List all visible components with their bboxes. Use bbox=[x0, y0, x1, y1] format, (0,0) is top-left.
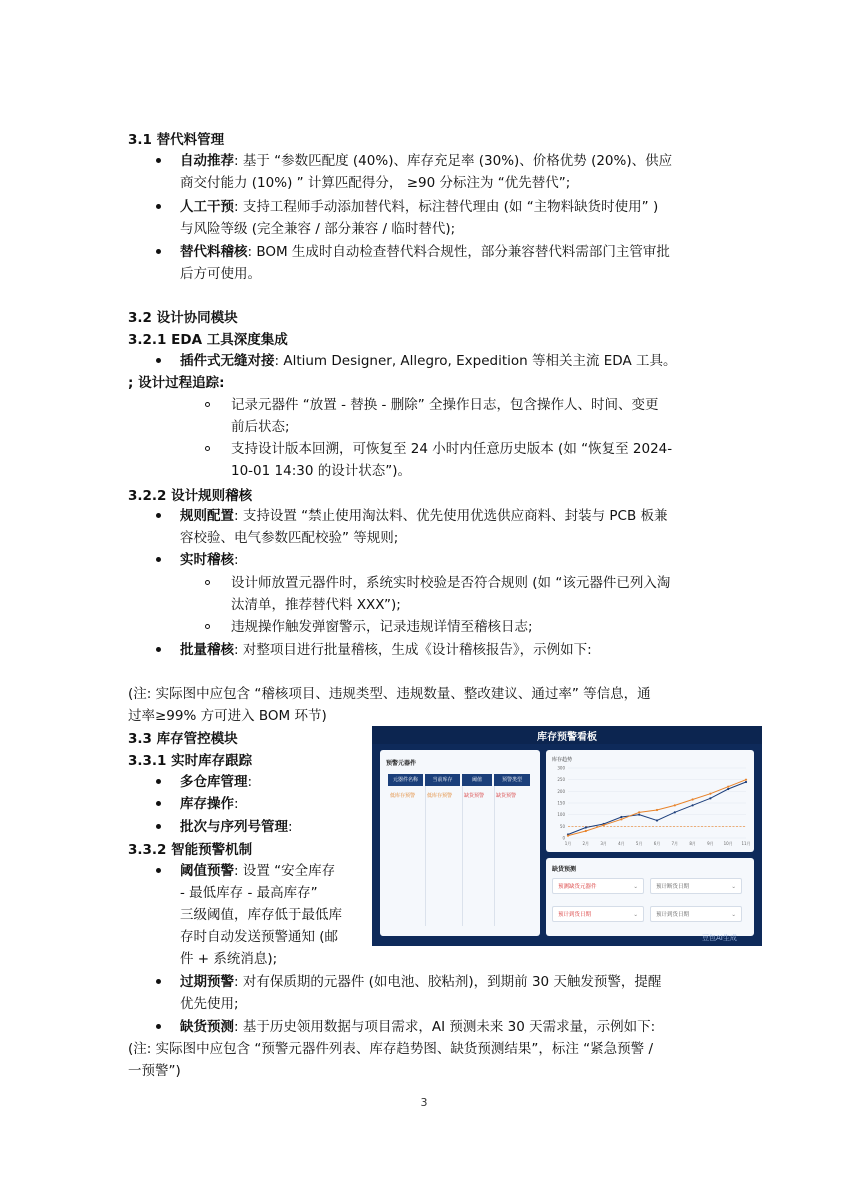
data-point bbox=[656, 819, 658, 821]
shortage-forecast-panel bbox=[546, 858, 754, 936]
chart-title: 库存趋势 bbox=[552, 757, 573, 763]
note-line: 一预警”) bbox=[128, 1063, 181, 1079]
data-point bbox=[692, 804, 694, 806]
x-tick-label: 11月 bbox=[741, 841, 751, 846]
text: : 基于 “参数匹配度 (40%)、库存充足率 (30%)、价格优势 (20%)、供应 bbox=[234, 153, 673, 169]
data-point bbox=[745, 779, 747, 781]
term: 库存操作 bbox=[180, 796, 234, 812]
text: : bbox=[247, 774, 253, 790]
paragraph-auto-recommend bbox=[180, 150, 672, 172]
term: 规则配置 bbox=[180, 508, 234, 524]
text: : 支持工程师手动添加替代料，标注替代理由 (如 “主物料缺货时使用” ) bbox=[234, 199, 659, 215]
term: 批量稽核 bbox=[180, 642, 234, 658]
data-point bbox=[745, 781, 747, 783]
bullet-dot bbox=[156, 1024, 161, 1029]
section-3-2-1-heading: 3.2.1 EDA 工具深度集成 bbox=[128, 332, 288, 348]
x-tick-label: 2月 bbox=[582, 841, 590, 846]
section-3-2-heading: 3.2 设计协同模块 bbox=[128, 310, 238, 326]
sub-bullet-circle bbox=[205, 580, 210, 585]
section-3-1-heading: 3.1 替代料管理 bbox=[128, 132, 225, 148]
section-3-3-2-heading: 3.3.2 智能预警机制 bbox=[128, 842, 253, 858]
select-label: 预计到货日期 bbox=[558, 912, 592, 918]
select-label: 预测缺货元器件 bbox=[558, 884, 597, 890]
trace-heading: ; 设计过程追踪: bbox=[128, 375, 225, 391]
x-tick-label: 1月 bbox=[564, 841, 572, 846]
text-line: 支持设计版本回溯，可恢复至 24 小时内任意历史版本 (如 “恢复至 2024- bbox=[231, 441, 673, 457]
data-point bbox=[674, 804, 676, 806]
table-header-cell: 预警类型 bbox=[494, 774, 530, 786]
bullet-dot bbox=[156, 249, 161, 254]
item-multi-warehouse bbox=[180, 771, 252, 793]
text-line: 件 + 系统消息); bbox=[180, 951, 278, 967]
x-tick-label: 10月 bbox=[723, 841, 733, 846]
paragraph-threshold bbox=[180, 860, 335, 882]
page-number: 3 bbox=[420, 1096, 428, 1109]
text-line: 容校验、电气参数匹配校验” 等规则; bbox=[180, 530, 399, 546]
sub-bullet-circle bbox=[205, 446, 210, 451]
forecast-title: 缺货预测 bbox=[552, 866, 577, 873]
data-point bbox=[620, 816, 622, 818]
table-header-cell: 阈值 bbox=[462, 774, 492, 786]
divider bbox=[425, 786, 426, 926]
text: : bbox=[288, 819, 293, 835]
y-tick-label: 300 bbox=[557, 765, 565, 771]
y-tick-label: 100 bbox=[557, 812, 565, 818]
paragraph-batch bbox=[180, 639, 592, 661]
data-point bbox=[585, 826, 587, 828]
text-line: 10-01 14:30 的设计状态”)。 bbox=[231, 463, 411, 479]
y-tick-label: 150 bbox=[557, 800, 565, 806]
term: 替代料稽核 bbox=[180, 244, 248, 260]
text-line: 违规操作触发弹窗警示，记录违规详情至稽核日志; bbox=[231, 619, 533, 635]
divider bbox=[462, 786, 463, 926]
paragraph-expiry bbox=[180, 971, 661, 993]
bullet-dot bbox=[156, 979, 161, 984]
text-line: 存时自动发送预警通知 (邮 bbox=[180, 929, 339, 945]
data-point bbox=[692, 798, 694, 800]
x-tick-label: 4月 bbox=[618, 841, 625, 846]
section-3-3-heading: 3.3 库存管控模块 bbox=[128, 731, 238, 747]
term: 批次与序列号管理 bbox=[180, 819, 288, 835]
text-line: 后方可使用。 bbox=[180, 266, 261, 282]
text: : 基于历史领用数据与项目需求，AI 预测未来 30 天需求量，示例如下: bbox=[234, 1019, 656, 1035]
data-point bbox=[709, 793, 711, 795]
x-tick-label: 5月 bbox=[635, 841, 643, 846]
data-point bbox=[638, 811, 640, 813]
bullet-dot bbox=[156, 868, 161, 873]
bullet-dot bbox=[156, 513, 161, 518]
text-line: 优先使用; bbox=[180, 996, 239, 1012]
select-label: 预计到货日期 bbox=[656, 912, 690, 918]
data-point bbox=[727, 786, 729, 788]
divider bbox=[494, 786, 495, 926]
table-header-cell: 元器件名称 bbox=[388, 774, 423, 786]
alert-panel-title: 预警元器件 bbox=[386, 760, 417, 767]
forecast-select bbox=[650, 878, 742, 894]
y-tick-label: 0 bbox=[562, 835, 565, 841]
section-3-3-1-heading: 3.3.1 实时库存跟踪 bbox=[128, 753, 253, 769]
y-tick-label: 250 bbox=[557, 777, 565, 783]
text: : 对整项目进行批量稽核，生成《设计稽核报告》，示例如下: bbox=[234, 642, 592, 658]
note-line: (注: 实际图中应包含 “预警元器件列表、库存趋势图、缺货预测结果”，标注 “紧急预警 / bbox=[128, 1041, 654, 1057]
data-point bbox=[567, 835, 569, 837]
term: 过期预警 bbox=[180, 974, 234, 990]
bullet-dot bbox=[156, 779, 161, 784]
forecast-select bbox=[552, 906, 644, 922]
y-tick-label: 200 bbox=[557, 788, 565, 794]
text-line: 设计师放置元器件时，系统实时校验是否符合规则 (如 “该元器件已列入淘 bbox=[231, 575, 671, 591]
term: 阈值预警 bbox=[180, 863, 234, 879]
term: 人工干预 bbox=[180, 199, 234, 215]
paragraph-realtime bbox=[180, 549, 239, 571]
text: : 支持设置 “禁止使用淘汰料、优先使用优选供应商料、封装与 PCB 板兼 bbox=[234, 508, 668, 524]
text-line: 记录元器件 “放置 - 替换 - 删除” 全操作日志，包含操作人、时间、变更 bbox=[231, 397, 659, 413]
table-cell: 缺货预警 bbox=[496, 793, 517, 799]
bullet-dot bbox=[156, 801, 161, 806]
bullet-dot bbox=[156, 557, 161, 562]
inventory-trend-chart bbox=[546, 762, 754, 850]
section-3-2-2-heading: 3.2.2 设计规则稽核 bbox=[128, 488, 253, 504]
bullet-dot bbox=[156, 358, 161, 363]
forecast-select bbox=[650, 906, 742, 922]
item-batch-serial bbox=[180, 816, 293, 838]
text: : BOM 生成时自动检查替代料合规性，部分兼容替代料需部门主管审批 bbox=[247, 244, 670, 260]
item-inventory-ops bbox=[180, 793, 239, 815]
term: 缺货预测 bbox=[180, 1019, 234, 1035]
x-tick-label: 7月 bbox=[671, 841, 679, 846]
text-line: - 最低库存 - 最高库存” bbox=[180, 885, 318, 901]
chevron-down-icon: ⌄ bbox=[633, 912, 638, 918]
x-tick-label: 6月 bbox=[653, 841, 661, 846]
chevron-down-icon: ⌄ bbox=[731, 912, 736, 918]
text-line: 汰清单，推荐替代料 XXX”); bbox=[231, 597, 401, 613]
forecast-select bbox=[552, 878, 644, 894]
chevron-down-icon: ⌄ bbox=[633, 884, 638, 890]
paragraph-plugin bbox=[180, 350, 677, 372]
text: : Altium Designer, Allegro, Expedition 等相关主流 EDA 工具。 bbox=[274, 353, 677, 369]
table-cell: 缺货预警 bbox=[464, 793, 485, 799]
x-tick-label: 8月 bbox=[689, 841, 696, 846]
bullet-dot bbox=[156, 647, 161, 652]
series-line bbox=[568, 780, 746, 836]
chevron-down-icon: ⌄ bbox=[731, 884, 736, 890]
text: : 设置 “安全库存 bbox=[234, 863, 336, 879]
text-line: 三级阈值，库存低于最低库 bbox=[180, 907, 342, 923]
text-line: 商交付能力 (10%) ” 计算匹配得分， ≥90 分标注为 “优先替代”; bbox=[180, 175, 571, 191]
select-label: 预计断货日期 bbox=[656, 884, 690, 890]
table-header-cell: 当前库存 bbox=[425, 774, 460, 786]
paragraph-rules bbox=[180, 505, 668, 527]
data-point bbox=[603, 824, 605, 826]
term: 插件式无缝对接 bbox=[180, 353, 275, 369]
text-line: 前后状态; bbox=[231, 419, 290, 435]
data-point bbox=[709, 797, 711, 799]
data-point bbox=[620, 818, 622, 820]
term: 自动推荐 bbox=[180, 153, 234, 169]
watermark: 豆包AI生成 bbox=[702, 934, 737, 942]
data-point bbox=[674, 811, 676, 813]
table-cell: 低库存预警 bbox=[427, 793, 453, 799]
paragraph-manual bbox=[180, 196, 658, 218]
text: : bbox=[234, 552, 239, 568]
text-line: 与风险等级 (完全兼容 / 部分兼容 / 临时替代); bbox=[180, 221, 456, 237]
x-tick-label: 3月 bbox=[600, 841, 607, 846]
x-tick-label: 9月 bbox=[707, 841, 714, 846]
note-line: (注: 实际图中应包含 “稽核项目、违规类型、违规数量、整改建议、通过率” 等信息，通 bbox=[128, 686, 651, 702]
inventory-dashboard-image bbox=[372, 726, 762, 946]
bullet-dot bbox=[156, 204, 161, 209]
sub-bullet-circle bbox=[205, 402, 210, 407]
note-line: 过率≥99% 方可进入 BOM 环节) bbox=[128, 708, 327, 724]
bullet-dot bbox=[156, 824, 161, 829]
term: 多仓库管理 bbox=[180, 774, 248, 790]
table-cell: 低库存预警 bbox=[390, 793, 416, 799]
text: : bbox=[234, 796, 239, 812]
bullet-dot bbox=[156, 158, 161, 163]
data-point bbox=[638, 814, 640, 816]
term: 实时稽核 bbox=[180, 552, 234, 568]
sub-bullet-circle bbox=[205, 624, 210, 629]
dashboard-title: 库存预警看板 bbox=[537, 732, 597, 743]
data-point bbox=[727, 788, 729, 790]
text: : 对有保质期的元器件 (如电池、胶粘剂)，到期前 30 天触发预警，提醒 bbox=[234, 974, 662, 990]
data-point bbox=[656, 809, 658, 811]
y-tick-label: 50 bbox=[559, 823, 565, 829]
data-point bbox=[585, 830, 587, 832]
paragraph-shortage bbox=[180, 1016, 655, 1038]
paragraph-audit bbox=[180, 241, 670, 263]
